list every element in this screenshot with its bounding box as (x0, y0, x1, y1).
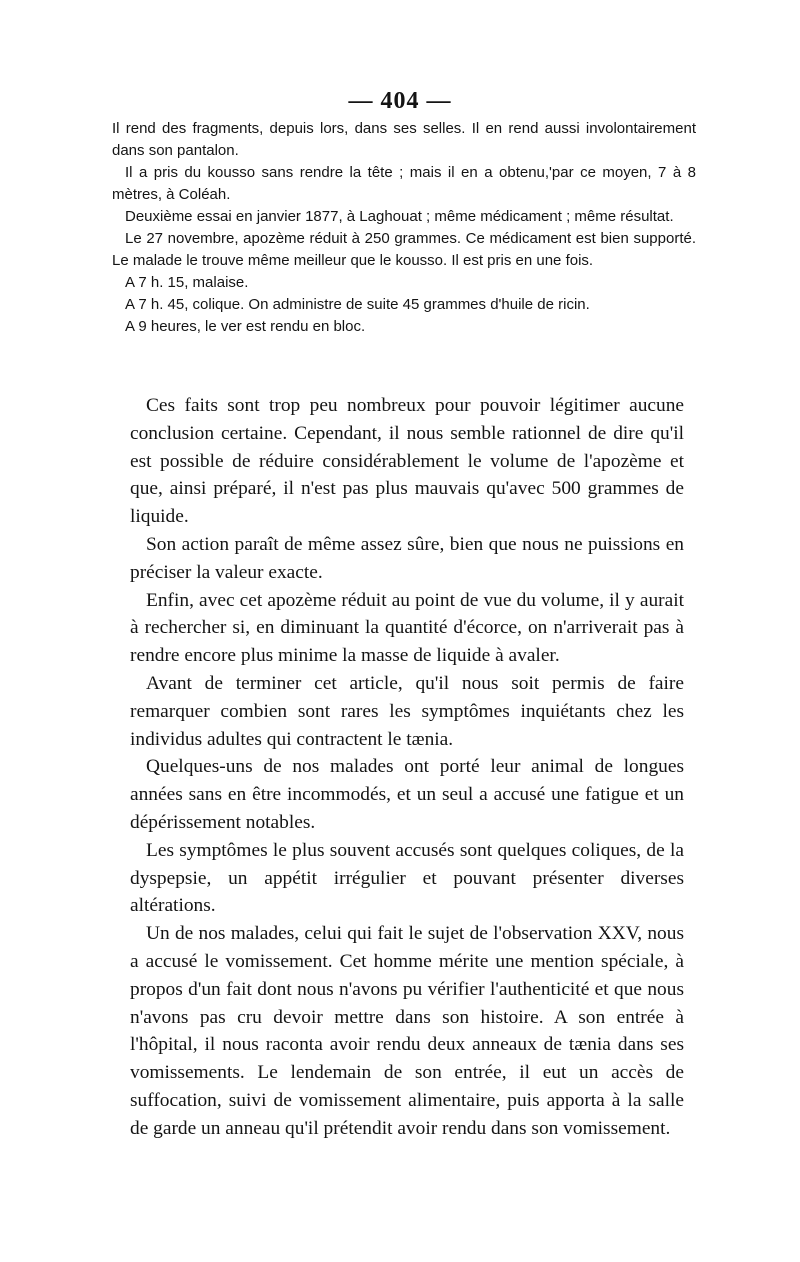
main-text (130, 392, 684, 1143)
note-paragraph: A 9 heures, le ver est rendu en bloc. (125, 318, 366, 335)
body-paragraph: Quelques-uns de nos malades ont porté leur animal de longues années sans en être incommodés, et un seul a accusé une fatigue et un dépérissement notables. (130, 756, 684, 833)
note-paragraph: A 7 h. 15, malaise. (125, 274, 249, 291)
body-paragraph: Les symptômes le plus souvent accusés sont quelques coliques, de la dyspepsie, un appétit irrégulier et pouvant présenter diverses altérations. (130, 839, 684, 917)
note-paragraph: Il a pris du kousso sans rendre la tête ; mais il en a obtenu,'par ce moyen, 7 à 8 mètres, à Coléah. (112, 164, 696, 203)
body-paragraph: Enfin, avec cet apozème réduit au point de vue du volume, il y aurait à rechercher si, en diminuant la quantité d'écorce, on n'arriverait pas à rendre encore plus minime la masse de liquide à avaler. (130, 589, 684, 667)
note-paragraph: Le 27 novembre, apozème réduit à 250 grammes. Ce médicament est bien supporté. Le malade le trouve même meilleur que le kousso. Il est pris en une fois. (112, 230, 696, 269)
note-paragraph: A 7 h. 45, colique. On administre de suite 45 grammes d'huile de ricin. (125, 296, 590, 313)
body-paragraph: Avant de terminer cet article, qu'il nous soit permis de faire remarquer combien sont rares les symptômes inquiétants chez les individus adultes qui contractent le tænia. (130, 672, 684, 750)
body-paragraph: Un de nos malades, celui qui fait le sujet de l'observation XXV, nous a accusé le vomissement. Cet homme mérite une mention spéciale, à propos d'un fait dont nous n'avons pu vérifier l'authenticité et que nous n'avons pas cru devoir mettre dans son histoire. A son entrée à l'hôpital, il nous raconta avoir rendu deux anneaux de tænia dans ses vomissements. Le lendemain de son entrée, il eut un accès de suffocation, suivi de vomissement alimentaire, puis apporta à la salle de garde un anneau qu'il prétendit avoir rendu dans son vomissement. (130, 923, 684, 1139)
note-paragraph: Deuxième essai en janvier 1877, à Laghouat ; même médicament ; même résultat. (125, 208, 674, 225)
note-paragraph: Il rend des fragments, depuis lors, dans ses selles. Il en rend aussi involontairement dans son pantalon. (112, 120, 696, 159)
body-paragraph: Son action paraît de même assez sûre, bien que nous ne puissions en préciser la valeur exacte. (130, 533, 684, 583)
observation-notes (112, 118, 696, 338)
body-paragraph: Ces faits sont trop peu nombreux pour pouvoir légitimer aucune conclusion certaine. Cependant, il nous semble rationnel de dire qu'il est possible de réduire considérablement le volume de l'apozème et que, ainsi préparé, il n'est pas plus mauvais qu'avec 500 grammes de liquide. (130, 395, 684, 528)
page-number: — 404 — (348, 88, 452, 114)
